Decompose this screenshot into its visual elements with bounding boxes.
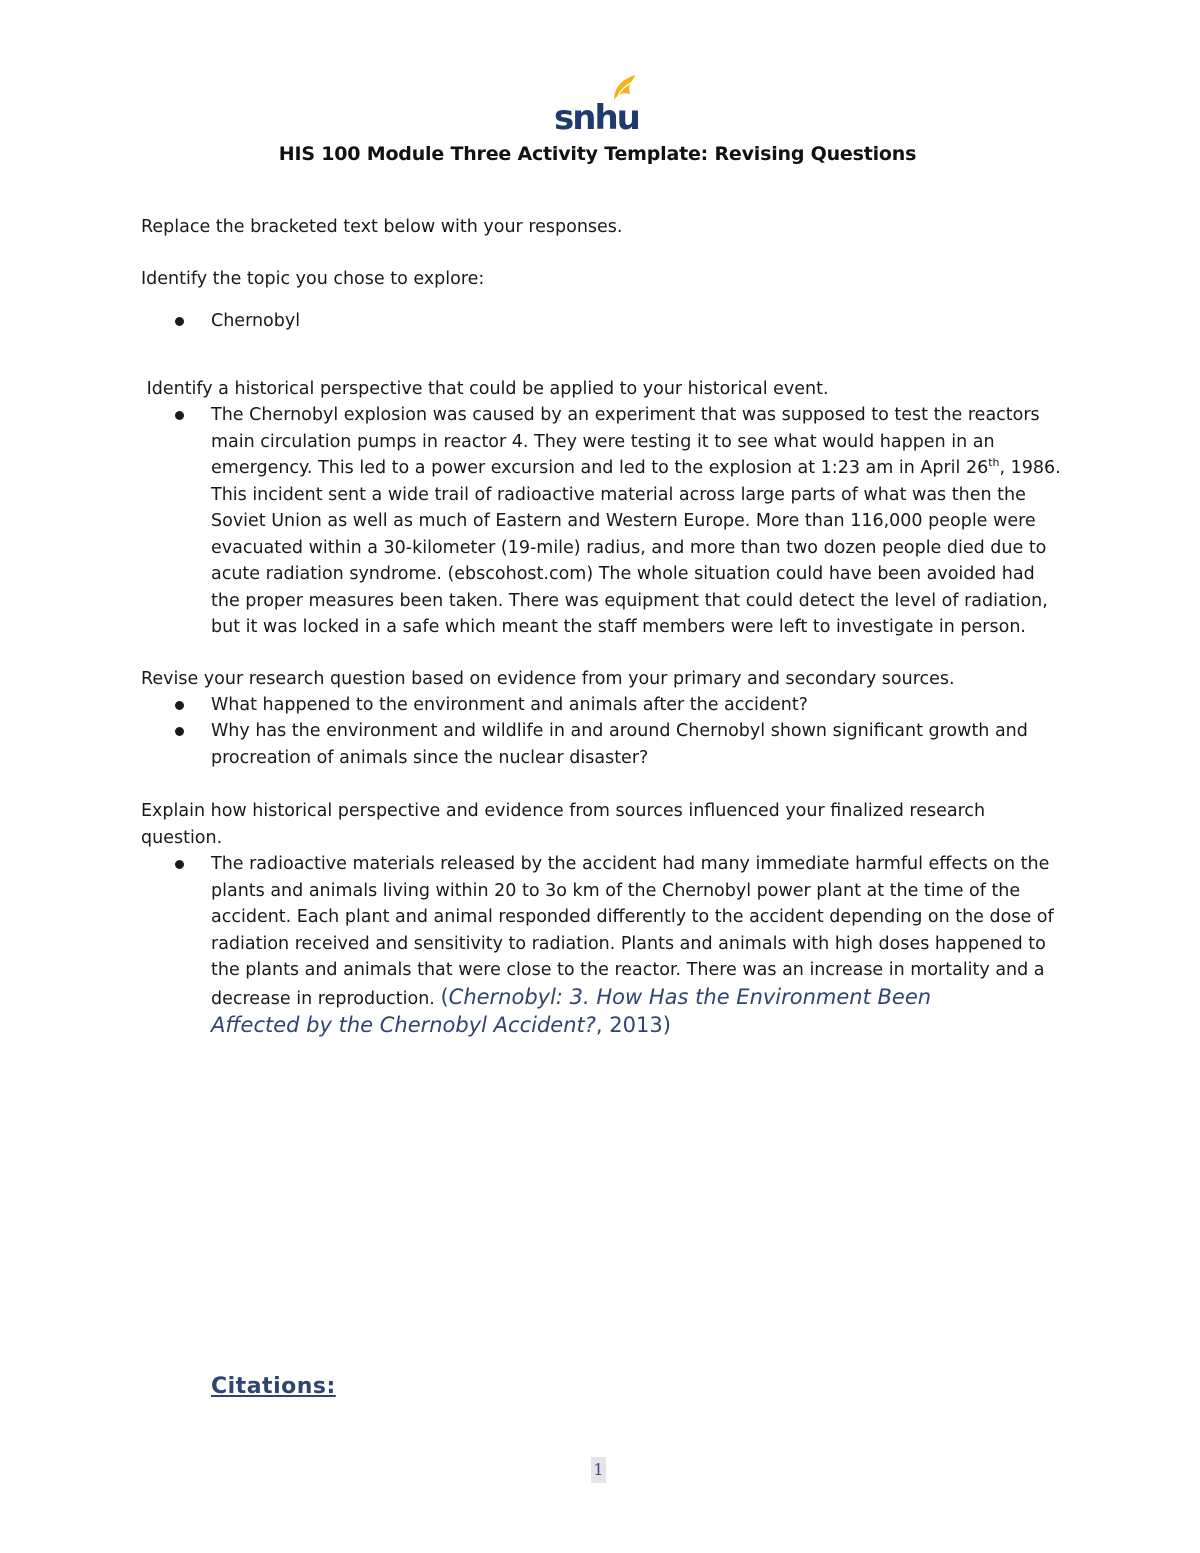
- citation-title-part-1: Chernobyl: 3. How Has the Environment Been: [448, 984, 932, 1009]
- bullet-line: main circulation pumps in reactor 4. They were testing it to see what would happen in an: [211, 431, 995, 452]
- bullet-line: Why has the environment and wildlife in and around Chernobyl shown significant growth and: [211, 721, 1028, 741]
- prompt-revise: Revise your research question based on evidence from your primary and secondary sources.: [141, 669, 955, 689]
- bullet-icon: [175, 727, 184, 736]
- bullet-explain: [211, 851, 1071, 1041]
- citation-year: , 2013): [595, 1013, 671, 1037]
- bullet-line: Chernobyl: [211, 311, 301, 331]
- bullet-icon: [175, 411, 184, 420]
- prompt-line: question.: [141, 827, 223, 848]
- bullet-line: Soviet Union as well as much of Eastern and Western Europe. More than 116,000 people were: [211, 511, 1036, 531]
- bullet-question-2: [211, 718, 1071, 771]
- bullet-line: plants and animals living within 20 to 3o km of the Chernobyl power plant at the time of the: [211, 880, 1021, 901]
- bullet-icon: [175, 860, 184, 869]
- svg-text:snhu: snhu: [554, 98, 639, 134]
- instructions-text: Replace the bracketed text below with your responses.: [141, 217, 623, 237]
- bullet-line: accident. Each plant and animal responded differently to the accident depending on the dose of: [211, 907, 1054, 927]
- citation-open-paren: (: [440, 984, 449, 1009]
- bullet-line: procreation of animals since the nuclear disaster?: [211, 747, 649, 768]
- snhu-logo: [552, 72, 642, 134]
- prompt-perspective: Identify a historical perspective that could be applied to your historical event.: [141, 379, 829, 399]
- bullet-line-text: emergency. This led to a power excursion and led to the explosion at 1:23 am in April 26: [211, 458, 989, 478]
- bullet-topic: [211, 308, 1071, 335]
- bullet-line: acute radiation syndrome. (ebscohost.com) The whole situation could have been avoided had: [211, 564, 1035, 584]
- bullet-line: radiation received and sensitivity to radiation. Plants and animals with high doses happened to: [211, 933, 1046, 954]
- bullet-line-text: decrease in reproduction.: [211, 988, 435, 1009]
- bullet-line-with-citation: [211, 984, 1071, 1013]
- bullet-line: The radioactive materials released by the accident had many immediate harmful effects on the: [211, 854, 1050, 874]
- citation-title-part-2: Affected by the Chernobyl Accident?: [211, 1013, 596, 1037]
- bullet-line: but it was locked in a safe which meant the staff members were left to investigate in person.: [211, 617, 1026, 637]
- bullet-icon: [175, 701, 184, 710]
- prompt-line: Explain how historical perspective and evidence from sources influenced your finalized research: [141, 801, 986, 821]
- bullet-line: What happened to the environment and animals after the accident?: [211, 695, 808, 715]
- ordinal-suffix: th: [988, 456, 1000, 470]
- citation-line: [211, 1012, 1071, 1041]
- bullet-perspective: [211, 402, 1071, 641]
- bullet-line: evacuated within a 30-kilometer (19-mile) radius, and more than two dozen people died due to: [211, 537, 1047, 558]
- prompt-explain: [141, 798, 985, 851]
- citations-heading: Citations:: [211, 1374, 336, 1399]
- bullet-line: the plants and animals that were close to the reactor. There was an increase in mortality and a: [211, 960, 1045, 980]
- document-title: HIS 100 Module Three Activity Template: Revising Questions: [278, 143, 917, 165]
- year-text: , 1986.: [999, 458, 1061, 478]
- bullet-line: the proper measures been taken. There was equipment that could detect the level of radiation,: [211, 590, 1048, 611]
- bullet-line-with-date: [211, 455, 1071, 482]
- bullet-icon: [175, 317, 184, 326]
- bullet-line: This incident sent a wide trail of radioactive material across large parts of what was then the: [211, 484, 1026, 505]
- bullet-line: The Chernobyl explosion was caused by an experiment that was supposed to test the reactors: [211, 405, 1040, 425]
- bullet-question-1: [211, 692, 1071, 719]
- page-number: 1: [591, 1457, 606, 1483]
- prompt-topic: Identify the topic you chose to explore:: [141, 269, 485, 289]
